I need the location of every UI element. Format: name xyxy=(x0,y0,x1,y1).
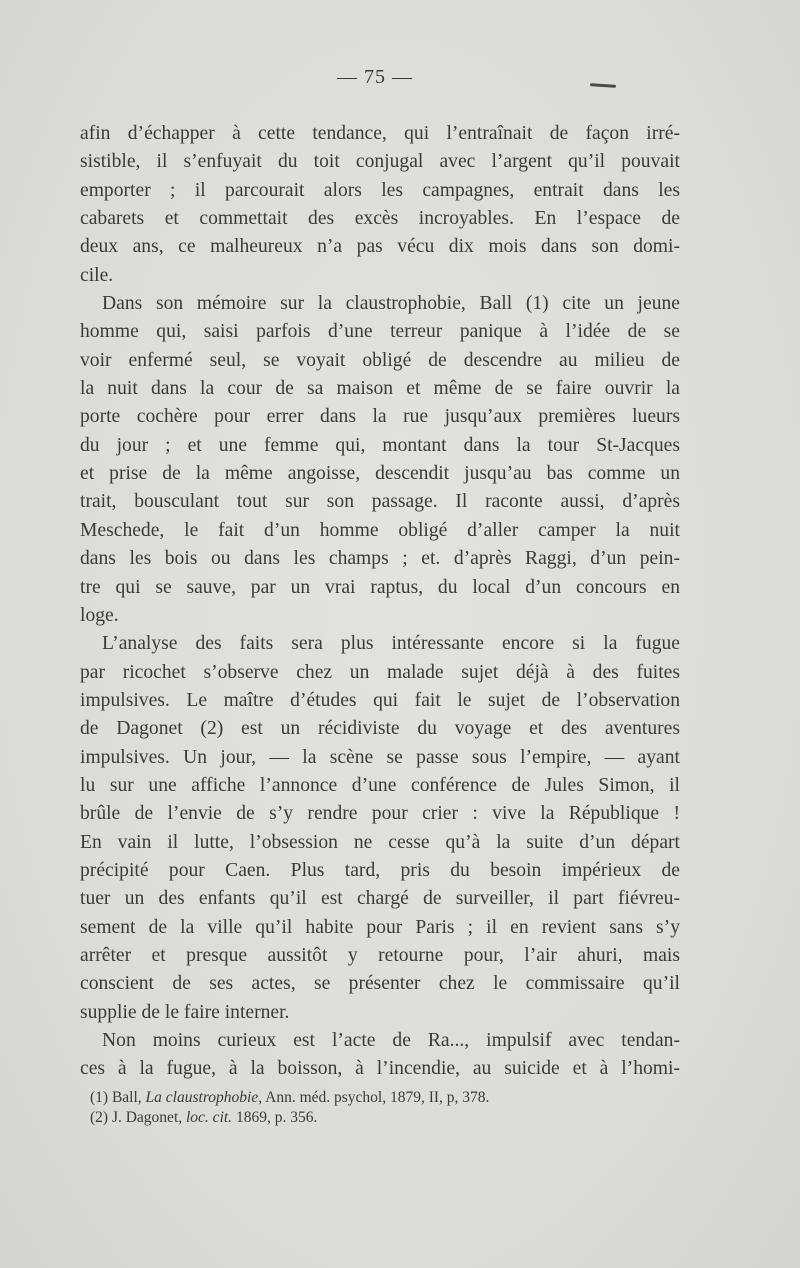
footnote xyxy=(90,1108,650,1128)
paragraph xyxy=(80,290,680,630)
footnote-marker: (2) xyxy=(90,1109,109,1126)
text-line: la nuit dans la cour de sa maison et même de se faire ouvrir la xyxy=(80,378,680,400)
text-line: tre qui se sauve, par un vrai raptus, du local d’un concours en xyxy=(80,576,680,598)
text-line: sement de la ville qu’il habite pour Paris ; il en revient sans s’y xyxy=(80,916,680,938)
footnote-title: La claustrophobie, xyxy=(145,1089,263,1106)
body-text xyxy=(80,120,680,1084)
text-line: cabarets et commettait des excès incroyables. En l’espace de xyxy=(80,208,680,230)
text-line: emporter ; il parcourait alors les campagnes, entrait dans les xyxy=(80,179,680,201)
text-line: L’analyse des faits sera plus intéressante encore si la fugue xyxy=(102,633,680,655)
footnote-author: J. Dagonet, xyxy=(111,1109,183,1126)
text-line: arrêter et presque aussitôt y retourne pour, l’air ahuri, mais xyxy=(80,944,680,966)
text-line: conscient de ses actes, se présenter chez le commissaire qu’il xyxy=(80,973,680,995)
text-line: de Dagonet (2) est un récidiviste du voyage et des aventures xyxy=(80,718,680,740)
footnote-marker: (1) xyxy=(90,1089,109,1106)
paragraph xyxy=(80,630,680,1027)
text-line: Meschede, le fait d’un homme obligé d’aller camper la nuit xyxy=(80,519,680,541)
text-line: et prise de la même angoisse, descendit jusqu’au bas comme un xyxy=(80,463,680,485)
text-line: par ricochet s’observe chez un malade sujet déjà à des fuites xyxy=(80,661,680,683)
text-line: afin d’échapper à cette tendance, qui l’entraînait de façon irré- xyxy=(80,123,680,144)
text-line: ces à la fugue, à la boisson, à l’incendie, au suicide et à l’homi- xyxy=(80,1058,680,1080)
footnote xyxy=(90,1088,650,1108)
footnote-author: Ball, xyxy=(111,1089,142,1106)
text-line: homme qui, saisi parfois d’une terreur panique à l’idée de se xyxy=(80,321,680,343)
text-line: En vain il lutte, l’obsession ne cesse qu’à la suite d’un départ xyxy=(80,831,680,853)
text-line: tuer un des enfants qu’il est chargé de surveiller, il part fiévreu- xyxy=(80,888,680,910)
footnotes xyxy=(90,1088,650,1128)
text-line: deux ans, ce malheureux n’a pas vécu dix mois dans son domi- xyxy=(80,236,680,258)
text-line: précipité pour Caen. Plus tard, pris du besoin impérieux de xyxy=(80,859,680,881)
text-line: Dans son mémoire sur la claustrophobie, Ball (1) cite un jeune xyxy=(102,293,680,315)
text-line: impulsives. Le maître d’études qui fait le sujet de l’observation xyxy=(80,689,680,711)
text-line: porte cochère pour errer dans la rue jusqu’aux premières lueurs xyxy=(80,406,680,428)
text-line: sistible, il s’enfuyait du toit conjugal avec l’argent qu’il pouvait xyxy=(80,151,680,173)
text-line: du jour ; et une femme qui, montant dans la tour St-Jacques xyxy=(80,434,680,456)
text-line: supplie de le faire interner. xyxy=(80,1001,290,1023)
footnote-title: loc. cit. xyxy=(186,1109,233,1126)
footnote-source: 1869, p. 356. xyxy=(235,1109,318,1126)
text-line: Non moins curieux est l’acte de Ra..., impulsif avec tendan- xyxy=(102,1030,680,1051)
page-number: — 75 — xyxy=(337,66,413,88)
text-line: brûle de l’envie de s’y rendre pour crier : vive la République ! xyxy=(80,803,680,825)
text-line: impulsives. Un jour, — la scène se passe sous l’empire, — ayant xyxy=(80,746,680,768)
text-line: loge. xyxy=(80,604,119,626)
text-line: lu sur une affiche l’annonce d’une conférence de Jules Simon, il xyxy=(80,774,680,796)
footnote-source: Ann. méd. psychol, 1879, II, p, 378. xyxy=(265,1089,490,1106)
text-line: dans les bois ou dans les champs ; et. d’après Raggi, d’un pein- xyxy=(80,548,680,570)
text-line: cile. xyxy=(80,264,114,286)
text-line: trait, bousculant tout sur son passage. Il raconte aussi, d’après xyxy=(80,491,680,513)
text-line: voir enfermé seul, se voyait obligé de descendre au milieu de xyxy=(80,349,680,371)
paragraph xyxy=(80,1027,680,1084)
paragraph xyxy=(80,120,680,290)
